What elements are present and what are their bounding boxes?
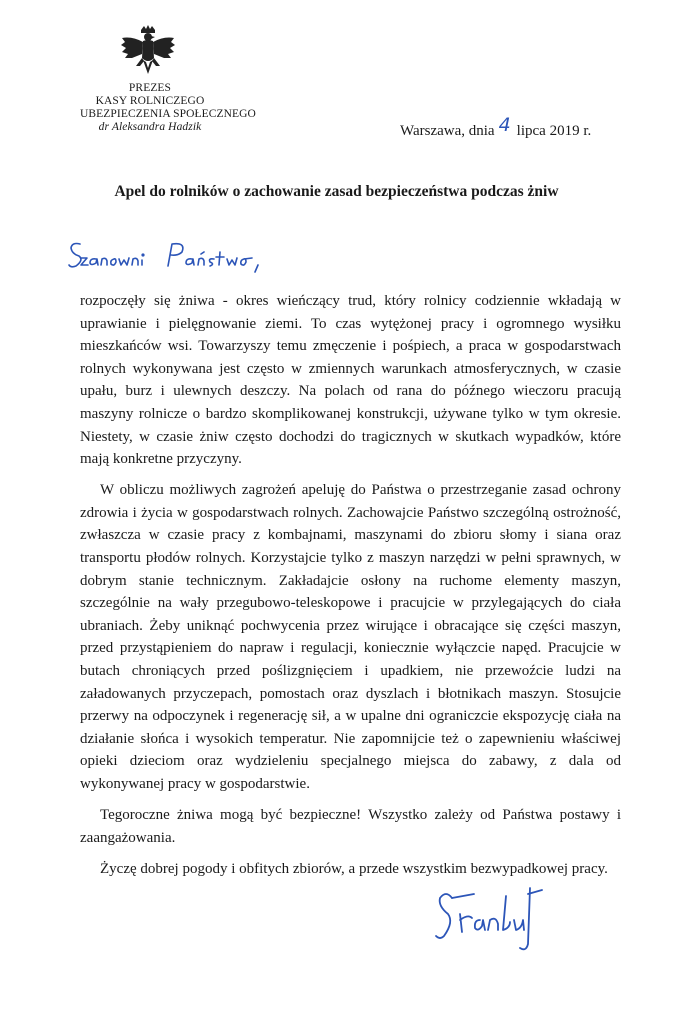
- issuer-block: [80, 82, 256, 134]
- issuer-line: PREZES: [128, 82, 172, 94]
- polish-eagle-emblem-icon: [118, 24, 178, 80]
- paragraph: rozpoczęły się żniwa - okres wieńczący trud, który rolnicy codziennie wkładają w uprawianie i pielęgnowanie ziemi. To czas wytężonej pracy i ogromnego wysiłku mieszkańców wsi. Towarzyszy temu zmęczenie i pośpiech, a praca w gospodarstwach rolnych wykonywana jest często w zmiennych warunkach atmosferycznych, w czasie upału, burz i ulewnych deszczy. Na polach od rana do późnego wieczoru pracują maszyny rolnicze o bardzo skomplikowanej konstrukcji, używane tylko w tym okresie. Niestety, w czasie żniw często dochodzi do tragicznych w skutkach wypadków, które mają konkretne przyczyny.: [80, 293, 621, 468]
- paragraph: Tegoroczne żniwa mogą być bezpieczne! Wszystko zależy od Państwa postawy i zaangażowania.: [80, 807, 621, 846]
- dateline-day-handwritten: 4: [498, 114, 511, 136]
- letter-title: Apel do rolników o zachowanie zasad bezpieczeństwa podczas żniw: [114, 183, 559, 200]
- issuer-name: dr Aleksandra Hadzik: [98, 121, 202, 133]
- issuer-line: UBEZPIECZENIA SPOŁECZNEGO: [80, 108, 256, 120]
- dateline: [400, 114, 592, 140]
- handwritten-signature-icon: [430, 884, 552, 956]
- dateline-suffix: lipca 2019 r.: [516, 123, 592, 139]
- issuer-line: KASY ROLNICZEGO: [95, 95, 205, 107]
- letter-body: [80, 290, 621, 889]
- dateline-prefix: Warszawa, dnia: [400, 123, 495, 139]
- handwritten-greeting: [66, 232, 306, 280]
- paragraph: Życzę dobrej pogody i obfitych zbiorów, a przede wszystkim bezwypadkowej pracy.: [100, 860, 608, 877]
- paragraph: W obliczu możliwych zagrożeń apeluję do Państwa o przestrzeganie zasad ochrony zdrowia i życia w gospodarstwach rolnych. Zachowajcie Państwo szczególną ostrożność, zwłaszcza w czasie pracy z kombajnami, maszynami do zbioru słomy i siana oraz transportu płodów rolnych. Korzystajcie tylko z maszyn narzędzi w pełni sprawnych, w dobrym stanie technicznym. Zakładajcie osłony na ruchome elementy maszyn, szczególnie na wały przegubowo-teleskopowe i pracujcie w przylegających do ciała ubraniach. Żeby uniknąć pochwycenia przez wirujące i obracające się części maszyn, przed przystąpieniem do napraw i regulacji, koniecznie wyłączcie napęd. Pracujcie w butach chroniących przed poślizgnięciem i upadkiem, nie przewoźcie ludzi na załadowanych przyczepach, pomostach oraz dyszlach i błotnikach maszyn. Stosujcie przerwy na odpoczynek i regenerację sił, a w upalne dni ograniczcie ekspozycję ciała na działanie słońca i wysokich temperatur. Nie zapomnijcie też o zapewnieniu właściwej opieki dzieciom oraz wydzieleniu specjalnego miejsca do zabawy, z dala od wykonywanej pracy w gospodarstwie.: [80, 482, 621, 792]
